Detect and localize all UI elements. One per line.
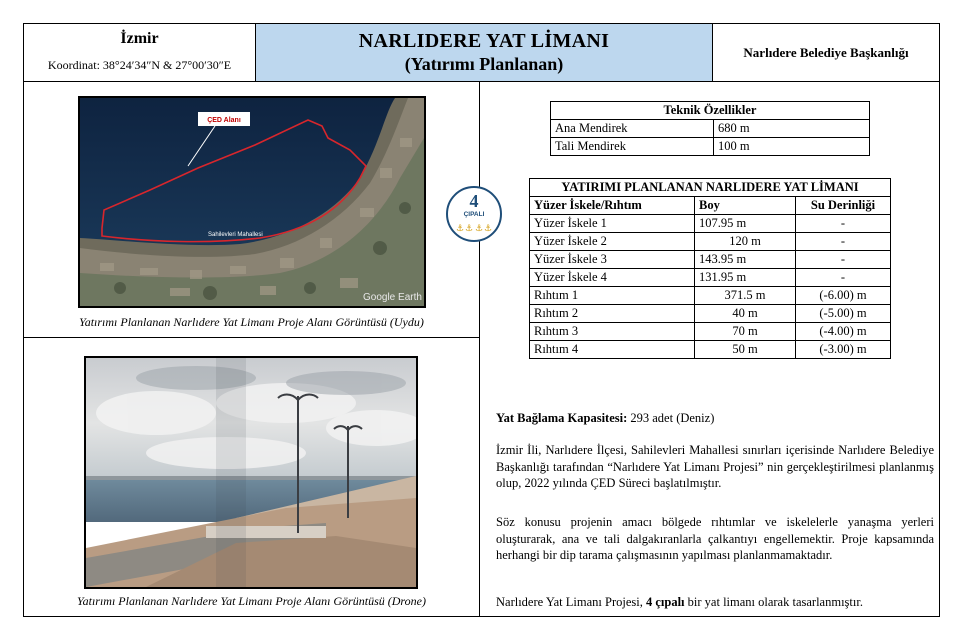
row-length: 120 m [695,233,796,251]
capacity-line [496,410,934,427]
paragraph-1: İzmir İli, Narlıdere İlçesi, Sahilevleri Mahallesi sınırları içerisinde Narlıdere Belediye Başkanlığı tarafından “Narlıdere Yat Limanı Projesi” nin gerçekleştirilmesi planlanmış olup, 2022 yılında ÇED Süreci başlatılmıştır. [496,443,934,490]
row-length: 107.95 m [695,215,796,233]
info-column [455,82,939,616]
images-column [24,82,480,616]
technical-value: 680 m [714,120,870,138]
col-header-length: Boy [695,197,796,215]
row-name: Rıhtım 3 [530,323,695,341]
row-depth: - [796,269,891,287]
table-row [530,323,891,341]
district-label: Sahilevleri Mahallesi [208,232,263,238]
technical-table [550,101,870,156]
paragraph-3-bold: 4 çıpalı [645,595,685,609]
satellite-illustration [80,98,424,306]
svg-text:⚓: ⚓ [474,224,484,234]
drone-image [84,356,418,589]
drone-illustration [86,358,416,587]
svg-text:⚓: ⚓ [483,224,493,234]
row-length: 40 m [695,305,796,323]
table-row [551,138,870,156]
paragraph-2: Söz konusu projenin amacı bölgede rıhtımlar ve iskelelerle yanaşma yerleri oluşturarak, ana ve tali dalgakıranlarla çalkantıyı engellemektir. Proje kapsamında herhangi bir dip tarama çalışmasının yapılması planlanmamaktadır. [496,515,934,562]
row-depth: (-3.00) m [796,341,891,359]
row-name: Yüzer İskele 2 [530,233,695,251]
authority-name: Narlıdere Belediye Başkanlığı [743,44,909,60]
technical-value: 100 m [714,138,870,156]
paragraph-3-start: Narlıdere Yat Limanı Projesi, [496,595,643,609]
row-length: 70 m [695,323,796,341]
anchor-rating-icon [445,185,503,243]
row-depth: - [796,233,891,251]
svg-text:⚓: ⚓ [464,224,474,234]
row-name: Yüzer İskele 4 [530,269,695,287]
google-earth-watermark: Google Earth [363,292,422,303]
row-depth: (-5.00) m [796,305,891,323]
anchor-count: 4 [469,191,479,211]
row-length: 143.95 m [695,251,796,269]
marina-table [529,178,891,359]
header-title-box [256,24,713,82]
row-depth: - [796,251,891,269]
row-length: 131.95 m [695,269,796,287]
satellite-image [78,96,426,308]
table-row [530,215,891,233]
technical-title: Teknik Özellikler [551,102,870,120]
row-name: Yüzer İskele 1 [530,215,695,233]
row-name: Rıhtım 1 [530,287,695,305]
row-depth: (-6.00) m [796,287,891,305]
page-title: NARLIDERE YAT LİMANI [358,30,610,52]
paragraph-3-end: bir yat limanı olarak tasarlanmıştır. [687,595,863,609]
capacity-value: 293 adet (Deniz) [630,411,715,425]
ced-area-label: ÇED Alanı [207,117,241,124]
drone-caption: Yatırımı Planlanan Narlıdere Yat Limanı Proje Alanı Görüntüsü (Drone) [77,594,426,608]
city-name: İzmir [120,30,159,47]
row-name: Rıhtım 2 [530,305,695,323]
table-row [530,305,891,323]
capacity-label: Yat Bağlama Kapasitesi: [496,411,628,425]
page-subtitle: (Yatırımı Planlanan) [404,54,564,74]
row-name: Yüzer İskele 3 [530,251,695,269]
satellite-panel [24,82,479,338]
table-row [530,287,891,305]
row-length: 50 m [695,341,796,359]
marina-table-title: YATIRIMI PLANLANAN NARLIDERE YAT LİMANI [530,179,891,197]
svg-text:⚓: ⚓ [455,224,465,234]
row-length: 371.5 m [695,287,796,305]
header-location [24,24,256,82]
drone-panel [24,338,479,615]
row-name: Rıhtım 4 [530,341,695,359]
technical-label: Ana Mendirek [551,120,714,138]
table-row [530,251,891,269]
table-row [530,269,891,287]
anchor-text: ÇIPALI [463,211,485,218]
coordinates: Koordinat: 38°24′34″N & 27°00′30″E [47,58,232,72]
technical-label: Tali Mendirek [551,138,714,156]
header-authority [713,24,939,82]
table-row [551,120,870,138]
row-depth: (-4.00) m [796,323,891,341]
document-frame [23,23,940,617]
col-header-depth: Su Derinliği [796,197,891,215]
col-header-name: Yüzer İskele/Rıhtım [530,197,695,215]
table-row [530,341,891,359]
table-row [530,233,891,251]
satellite-caption: Yatırımı Planlanan Narlıdere Yat Limanı Proje Alanı Görüntüsü (Uydu) [79,315,424,329]
paragraph-3 [496,594,934,611]
row-depth: - [796,215,891,233]
